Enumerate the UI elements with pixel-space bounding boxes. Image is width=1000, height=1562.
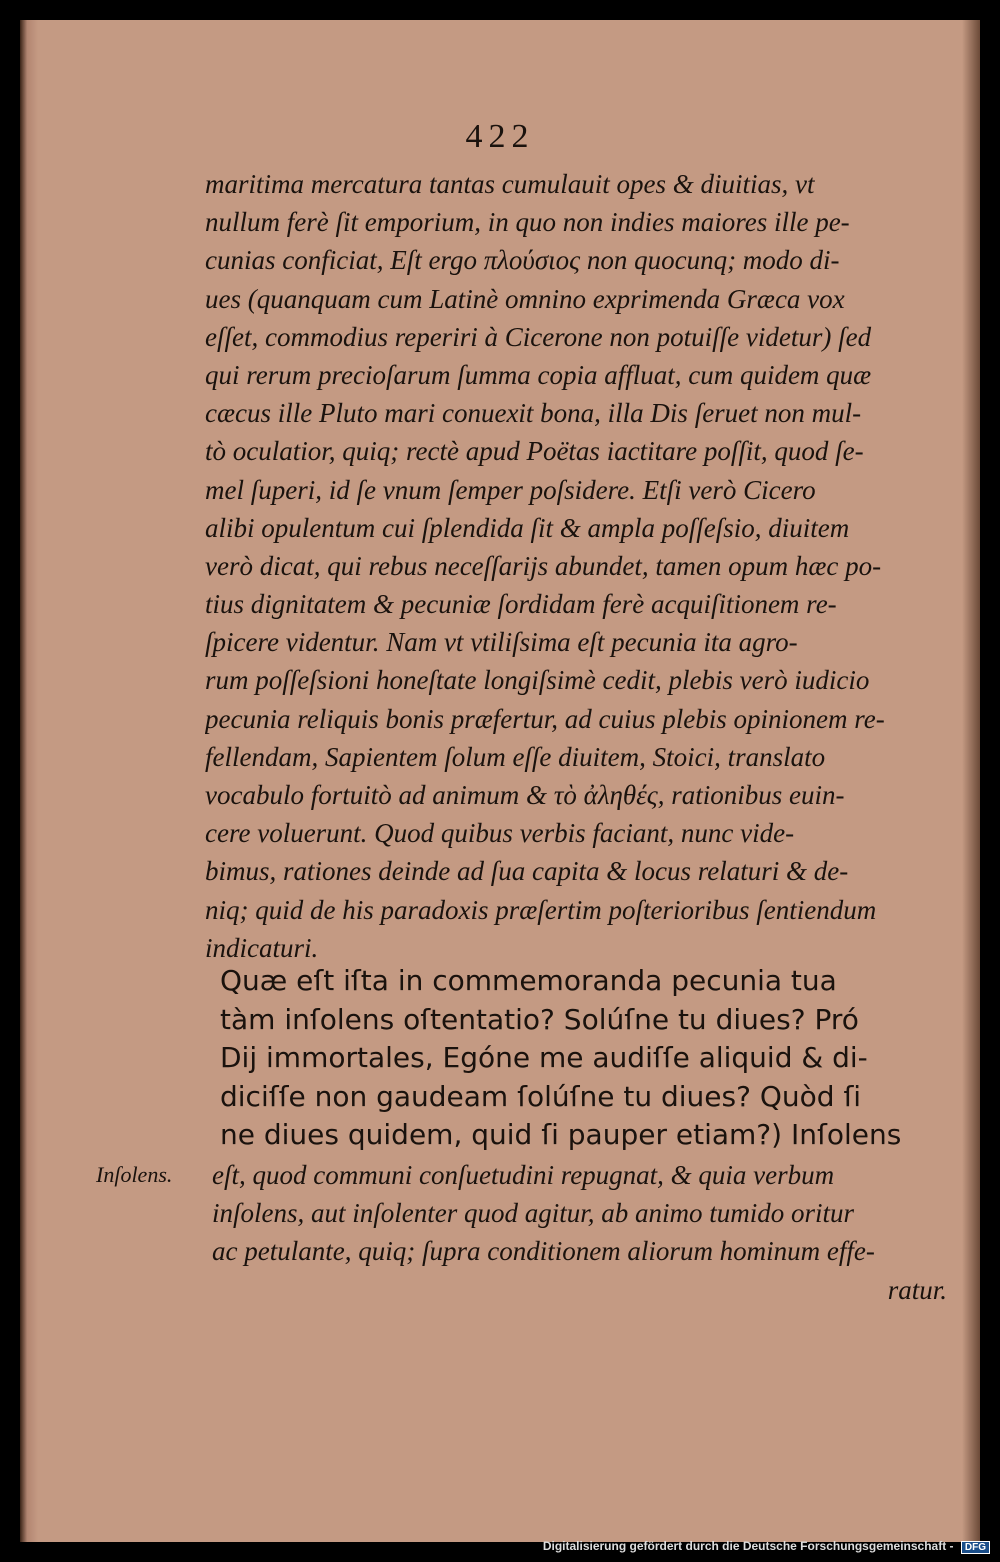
text-line: mel ſuperi, id ſe vnum ſemper poſsidere. Etſi verò Cicero [205,474,816,505]
marginal-note: Inſolens. [96,1162,173,1187]
text-line: ac petulante, quiq; ſupra conditionem aliorum hominum effe- [212,1236,875,1267]
text-line: Quæ eſt iſta in commemoranda pecunia tua [220,964,837,997]
text-line: rum poſſeſsioni honeſtate longiſsimè cedit, plebis verò iudicio [205,665,870,696]
text-line: qui rerum precioſarum ſumma copia affluat, cum quidem quæ [205,359,872,390]
text-line: tàm inſolens oſtentatio? Solúſne tu diues? Pró [220,1002,859,1036]
text-line: vocabulo fortuitò ad animum & τὸ ἀληθές, rationibus euin- [205,780,845,810]
text-line: tius dignitatem & pecuniæ ſordidam ferè acquiſitionem re- [205,589,837,620]
text-line: diciſſe non gaudeam ſolúſne tu diues? Quòd ſi [220,1079,862,1113]
text-line: maritima mercatura tantas cumulauit opes & diuitias, vt [205,169,815,199]
page-number: 422 [465,118,535,155]
text-line: ne diues quidem, quid ſi pauper etiam?) Inſolens [220,1118,902,1151]
text-line: fellendam, Sapientem ſolum eſſe diuitem, Stoici, translato [205,741,826,772]
text-line: Dij immortales, Egóne me audiſſe aliquid & di- [220,1041,868,1074]
text-line: ratur. [887,1274,947,1305]
text-line: tò oculatior, quiq; rectè apud Poëtas iactitare poſſit, quod ſe- [205,436,864,467]
text-line: cæcus ille Pluto mari conuexit bona, illa Dis ſeruet non mul- [205,398,862,429]
text-line: pecunia reliquis bonis præfertur, ad cuius plebis opinionem re- [205,703,885,734]
commentary-paragraph [212,1156,967,1309]
text-line: verò dicat, qui rebus neceſſarijs abundet, tamen opum hæc po- [205,550,882,581]
text-line: ſpicere videntur. Nam vt vtiliſsima eſt pecunia ita agro- [205,627,798,658]
digitization-credit [0,1539,990,1554]
text-line: cunias conficiat, Eſt ergo πλούσιος non quocunq; modo di- [205,245,840,276]
text-line: nullum ferè ſit emporium, in quo non indies maiores ille pe- [205,207,850,238]
text-line: niq; quid de his paradoxis præſertim poſterioribus ſentiendum [205,894,877,925]
text-line: cere voluerunt. Quod quibus verbis faciant, nunc vide- [205,818,795,849]
text-line: inſolens, aut inſolenter quod agitur, ab animo tumido oritur [212,1198,855,1229]
text-line: eſſet, commodius reperiri à Cicerone non potuiſſe videtur) ſed [205,321,872,352]
quoted-passage [220,962,965,1155]
page-binding-edge [20,20,38,1542]
italic-paragraph [205,165,960,967]
text-line: bimus, rationes deinde ad ſua capita & locus relaturi & de- [205,856,849,887]
text-line: indicaturi. [205,932,319,963]
text-line: alibi opulentum cui ſplendida ſit & ampla poſſeſsio, diuitem [205,512,850,543]
text-line: eſt, quod communi conſuetudini repugnat, & quia verbum [212,1160,835,1190]
dfg-logo: DFG [961,1541,990,1554]
page-fore-edge [962,20,980,1542]
credit-text: Digitalisierung gefördert durch die Deutsche Forschungsgemeinschaft - [542,1539,954,1553]
text-line: ues (quanquam cum Latinè omnino exprimenda Græca vox [205,283,845,314]
